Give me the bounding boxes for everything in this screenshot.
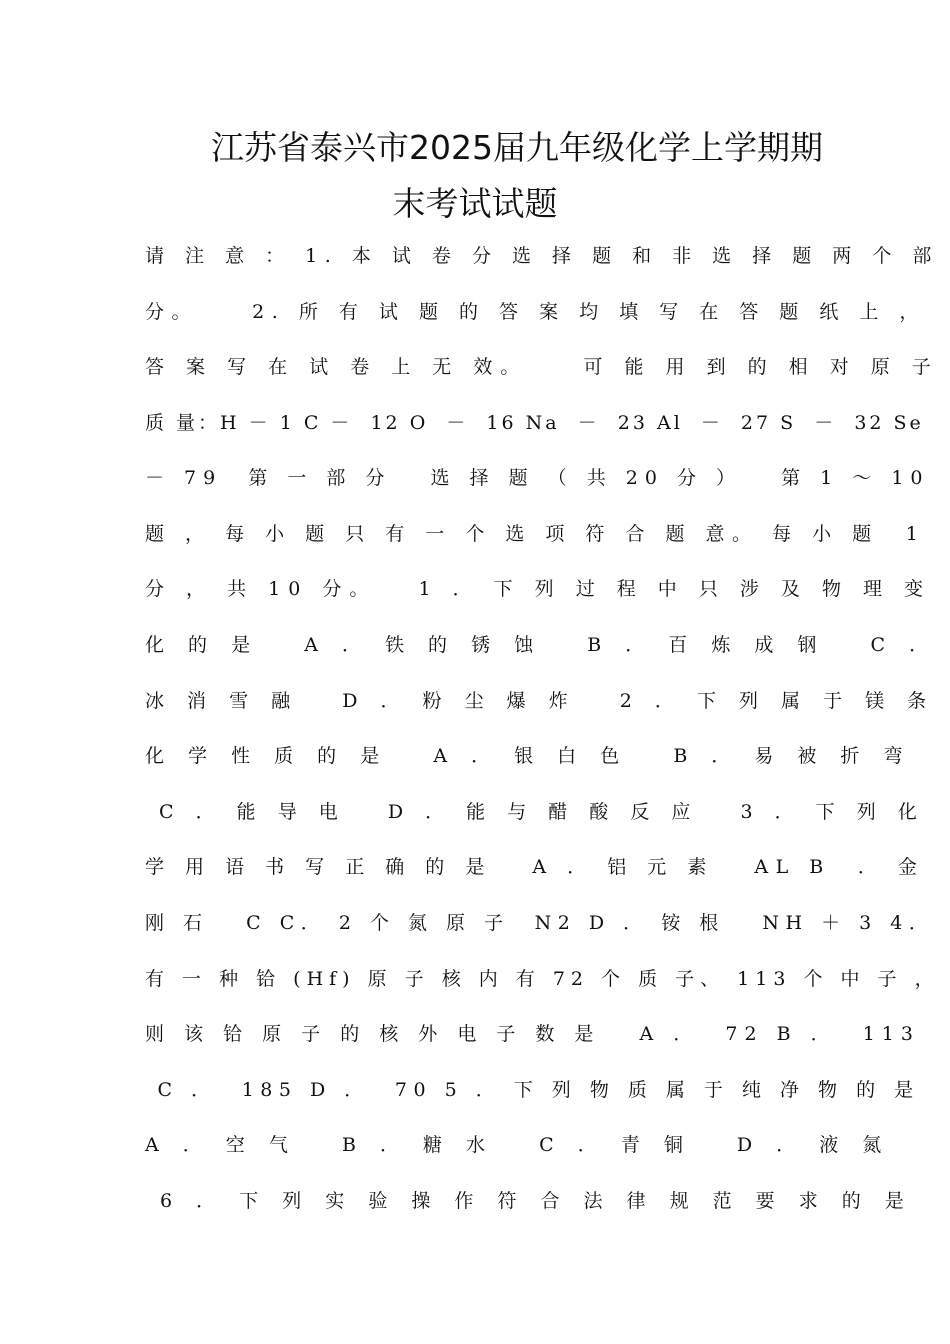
document-title-line-1: 江苏省泰兴市2025届九年级化学上学期期 bbox=[211, 128, 823, 167]
body-text-line: 题 ， 每 小 题 只 有 一 个 选 项 符 合 题 意。 每 小 题 1 bbox=[145, 523, 926, 545]
body-text-line: C ． 能 导 电 D ． 能 与 醋 酸 反 应 3 ． 下 列 化 bbox=[145, 801, 925, 823]
body-text-line: 化 的 是 A ． 铁 的 锈 蚀 B ． 百 炼 成 钢 C ． bbox=[145, 634, 938, 656]
body-text-line: 答 案 写 在 试 卷 上 无 效。 可 能 用 到 的 相 对 原 子 bbox=[145, 356, 939, 378]
body-text-line: A ． 空 气 B ． 糖 水 C ． 青 铜 D ． 液 氮 bbox=[145, 1134, 891, 1156]
body-text-line: 冰 消 雪 融 D ． 粉 尘 爆 炸 2 ． 下 列 属 于 镁 条 bbox=[145, 690, 935, 712]
body-text-line: C ． 185 D ． 70 5 ． 下 列 物 质 属 于 纯 净 物 的 是 bbox=[145, 1079, 920, 1101]
body-text-line: 化 学 性 质 的 是 A ． 银 白 色 B ． 易 被 折 弯 bbox=[145, 745, 912, 767]
body-text-line: 刚 石 C C． 2 个 氮 原 子 N2 D ． 铵 根 NH ＋ 3 4． bbox=[145, 912, 935, 934]
body-text-line: 分。 2. 所 有 试 题 的 答 案 均 填 写 在 答 题 纸 上 ， bbox=[145, 301, 926, 323]
body-text-line: 请 注 意 ： 1. 本 试 卷 分 选 择 题 和 非 选 择 题 两 个 部 bbox=[145, 245, 939, 267]
body-text-line: 则 该 铪 原 子 的 核 外 电 子 数 是 A ． 72 B ． 113 bbox=[145, 1023, 920, 1045]
document-title-line-2: 末考试试题 bbox=[392, 184, 558, 223]
body-text-line: 6 ． 下 列 实 验 操 作 符 合 法 律 规 范 要 求 的 是 bbox=[145, 1190, 913, 1212]
body-text-line: 分 ， 共 10 分。 1 ． 下 列 过 程 中 只 涉 及 物 理 变 bbox=[145, 578, 932, 600]
body-text-line: 质 量：H － 1 C － 12 O － 16 Na － 23 Al － 27 S － 32 Se bbox=[145, 412, 924, 434]
body-text-line: － 79 第 一 部 分 选 择 题 （ 共 20 分 ） 第 1 ～ 10 bbox=[145, 467, 930, 489]
body-text-line: 学 用 语 书 写 正 确 的 是 A ． 铝 元 素 AL B ． 金 bbox=[145, 856, 925, 878]
body-text-line: 有 一 种 铪 (Hf) 原 子 核 内 有 72 个 质 子、 113 个 中 子 ， bbox=[145, 968, 940, 990]
